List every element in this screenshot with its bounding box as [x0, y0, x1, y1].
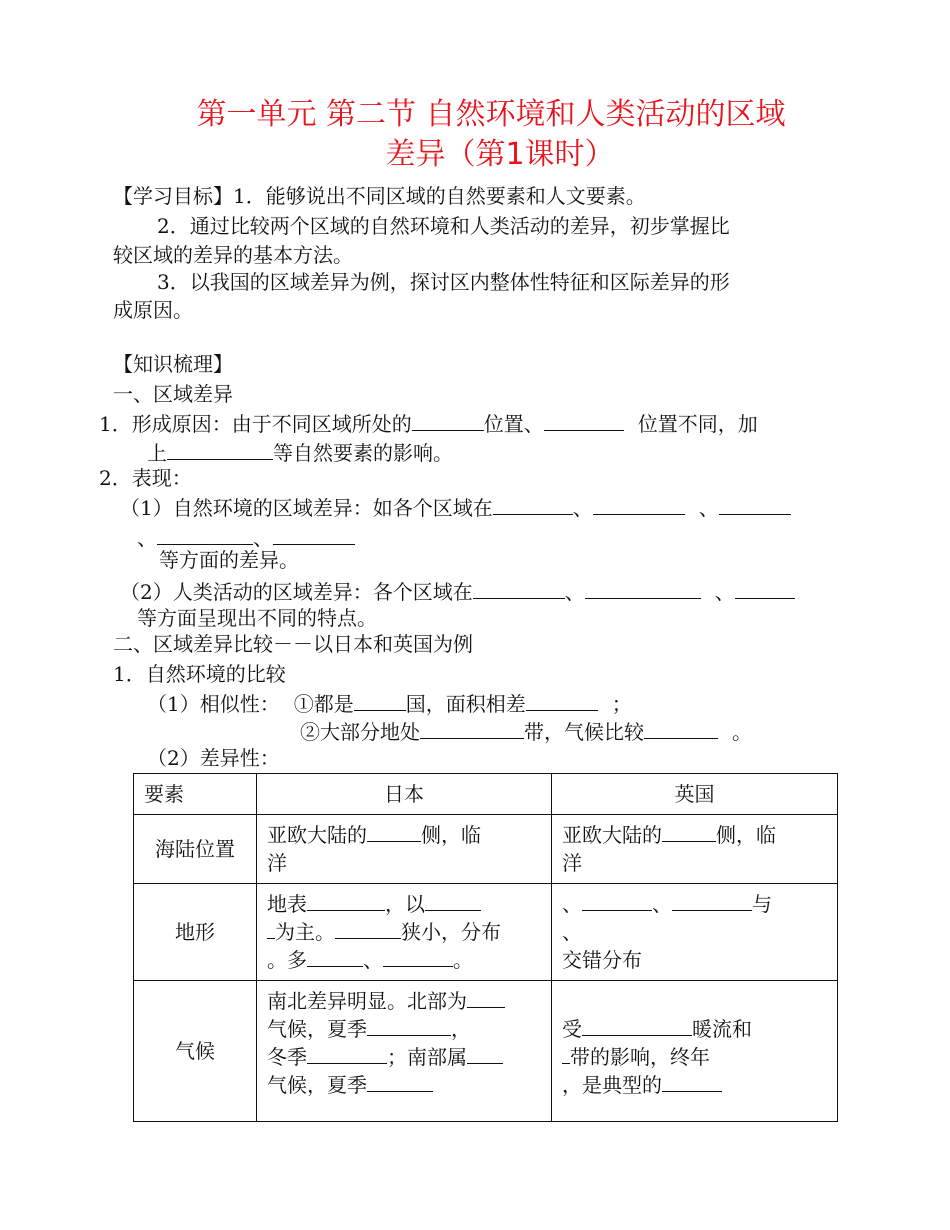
fill-blank[interactable]: [582, 890, 652, 911]
objective-3b: 成原因。: [113, 298, 193, 322]
fill-blank[interactable]: [662, 821, 716, 842]
section-1-1-line-b: [147, 437, 453, 467]
s2-1-1-b-prefix: ②大部分地处: [300, 720, 420, 744]
fill-blank[interactable]: [167, 437, 273, 460]
cell-text: 受: [562, 1017, 582, 1041]
s2-1-1-a-prefix: ①都是: [293, 692, 354, 716]
fill-blank[interactable]: [367, 1015, 451, 1036]
cell-text: 气候，夏季: [267, 1073, 367, 1097]
comparison-table: [133, 773, 838, 1122]
fill-blank[interactable]: [273, 522, 355, 545]
separator: 、: [698, 496, 719, 520]
s1-1-b-suffix: 等自然要素的影响。: [273, 441, 453, 465]
similarity-label: （1）相似性：: [147, 692, 280, 716]
s1-1-mid2: 位置不同，加: [637, 412, 758, 436]
row-label-climate: 气候: [134, 981, 257, 1122]
objective-2b: 较区域的差异的基本方法。: [113, 243, 353, 267]
cell-text: 带的影响，终年: [570, 1045, 710, 1069]
fill-blank[interactable]: [367, 1071, 433, 1092]
knowledge-heading: 【知识梳理】: [113, 352, 233, 376]
section-2-1: 1．自然环境的比较: [113, 662, 286, 686]
s2-1-1-b-end: 。: [732, 720, 752, 744]
cell-text: 南北差异明显。北部为: [267, 989, 467, 1013]
cell-text: ；南部属: [387, 1045, 467, 1069]
fill-blank[interactable]: [157, 522, 253, 545]
page-title-line1: 第一单元 第二节 自然环境和人类活动的区域: [196, 97, 786, 132]
difference-label: （2）差异性：: [147, 746, 280, 770]
separator: 、: [253, 526, 273, 550]
fill-blank[interactable]: [267, 918, 275, 939]
fill-blank[interactable]: [585, 576, 701, 599]
s1-2-2-prefix: （2）人类活动的区域差异：各个区域在: [120, 580, 473, 604]
cell-text: 地表: [267, 892, 307, 916]
table-row: [134, 981, 838, 1122]
page-title-line2: 差异（第1课时）: [385, 137, 615, 172]
table-header-element: 要素: [134, 774, 257, 815]
cell-text: 侧，临: [421, 823, 481, 847]
fill-blank[interactable]: [582, 1015, 692, 1036]
fill-blank[interactable]: [412, 408, 484, 431]
s2-1-1-a-end: ；: [611, 692, 632, 716]
cell-text: 与: [752, 892, 772, 916]
objective-1: 1．能够说出不同区域的自然要素和人文要素。: [233, 184, 646, 208]
cell-text: ，以: [385, 892, 425, 916]
cell-text: 气候，夏季: [267, 1017, 367, 1041]
separator: 、: [714, 580, 735, 604]
cell-text: 交错分布: [562, 948, 642, 972]
table-header-row: [134, 774, 838, 815]
japan-location-cell: [257, 815, 552, 884]
cell-text: ，: [451, 1017, 471, 1041]
cell-text: ，是典型的: [562, 1073, 662, 1097]
table-header-uk: 英国: [552, 774, 838, 815]
separator: 、: [564, 580, 585, 604]
fill-blank[interactable]: [367, 821, 421, 842]
section-2-1-1-line-a: [147, 688, 632, 718]
cell-text: 、: [562, 920, 582, 944]
cell-text: 。多: [267, 948, 307, 972]
table-row: [134, 815, 838, 884]
fill-blank[interactable]: [335, 918, 401, 939]
uk-terrain-cell: [552, 884, 838, 981]
fill-blank[interactable]: [354, 688, 406, 711]
cell-text: 为主。: [275, 920, 335, 944]
section-1-1-line-a: [99, 408, 758, 438]
uk-climate-cell: [552, 981, 838, 1122]
fill-blank[interactable]: [307, 946, 363, 967]
fill-blank[interactable]: [425, 890, 481, 911]
cell-text: 暖流和: [692, 1017, 752, 1041]
fill-blank[interactable]: [593, 492, 685, 515]
separator: 、: [137, 526, 157, 550]
section-2-heading: 二、区域差异比较－－以日本和英国为例: [113, 632, 473, 656]
section-2-1-1-line-b: [300, 716, 752, 746]
s1-1-mid1: 位置、: [483, 412, 544, 436]
table-row: [134, 884, 838, 981]
fill-blank[interactable]: [719, 492, 791, 515]
separator: 、: [572, 496, 593, 520]
section-1-heading: 一、区域差异: [113, 382, 233, 406]
cell-text: 洋: [562, 851, 582, 875]
fill-blank[interactable]: [383, 946, 453, 967]
s1-1-b-prefix: 上: [147, 441, 167, 465]
fill-blank[interactable]: [473, 576, 565, 599]
section-1-2-1-line-a: [120, 492, 791, 522]
fill-blank[interactable]: [672, 890, 752, 911]
uk-location-cell: [552, 815, 838, 884]
fill-blank[interactable]: [307, 1043, 387, 1064]
objectives-line1: [113, 182, 646, 210]
section-1-2: 2．表现：: [99, 466, 192, 490]
cell-text: 侧，临: [716, 823, 776, 847]
fill-blank[interactable]: [526, 688, 598, 711]
row-label-terrain: 地形: [134, 884, 257, 981]
cell-text: 、: [652, 892, 672, 916]
s1-2-1-suffix: 等方面的差异。: [159, 548, 299, 572]
cell-text: 。: [453, 948, 473, 972]
section-1-2-2-line-a: [120, 576, 795, 606]
fill-blank[interactable]: [493, 492, 573, 515]
japan-climate-cell: [257, 981, 552, 1122]
fill-blank[interactable]: [544, 408, 624, 431]
row-label-location: 海陆位置: [134, 815, 257, 884]
cell-text: 亚欧大陆的: [562, 823, 662, 847]
s1-2-1-prefix: （1）自然环境的区域差异：如各个区域在: [120, 496, 493, 520]
objective-3a: 3．以我国的区域差异为例，探讨区内整体性特征和区际差异的形: [157, 270, 730, 294]
fill-blank[interactable]: [307, 890, 385, 911]
s2-1-1-a-mid: 国，面积相差: [405, 692, 526, 716]
s1-2-2-suffix: 等方面呈现出不同的特点。: [137, 606, 377, 630]
s2-1-1-b-mid: 带，气候比较: [524, 720, 644, 744]
objectives-heading: 【学习目标】: [113, 184, 233, 208]
cell-text: 、: [363, 948, 383, 972]
fill-blank[interactable]: [644, 716, 718, 739]
fill-blank[interactable]: [467, 987, 505, 1008]
cell-text: 、: [562, 892, 582, 916]
s1-1-prefix: 1．形成原因：由于不同区域所处的: [99, 412, 412, 436]
cell-text: 狭小，分布: [401, 920, 501, 944]
fill-blank[interactable]: [662, 1071, 722, 1092]
cell-text: 冬季: [267, 1045, 307, 1069]
fill-blank[interactable]: [467, 1043, 503, 1064]
table-header-japan: 日本: [257, 774, 552, 815]
fill-blank[interactable]: [420, 716, 524, 739]
objective-2a: 2．通过比较两个区域的自然环境和人类活动的差异，初步掌握比: [157, 214, 730, 238]
japan-terrain-cell: [257, 884, 552, 981]
fill-blank[interactable]: [562, 1043, 570, 1064]
fill-blank[interactable]: [735, 576, 795, 599]
cell-text: 洋: [267, 851, 287, 875]
cell-text: 亚欧大陆的: [267, 823, 367, 847]
